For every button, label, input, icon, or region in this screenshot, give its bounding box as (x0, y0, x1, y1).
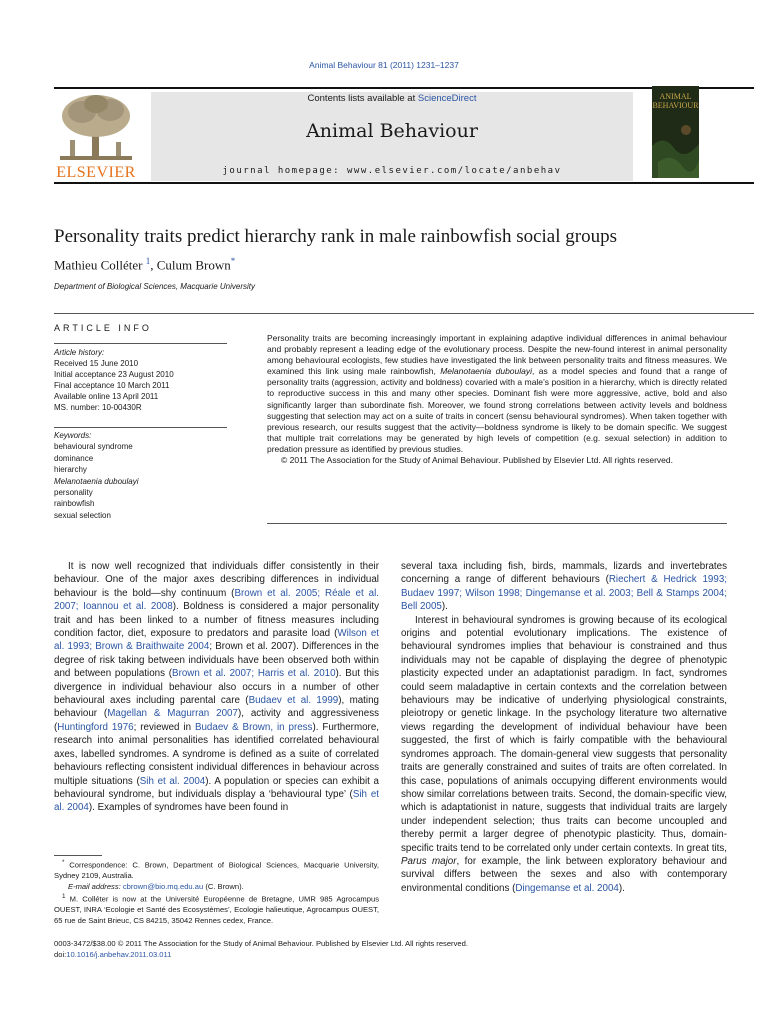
citation-link[interactable]: Riechert & Hedrick 1993; Budaev 1997; Wilson 1998; Dingemanse et al. 2003; Bell & Stamps 2004; Bell 2005 (401, 574, 727, 613)
article-info-rule (54, 313, 754, 314)
author-brown-footnote-mark[interactable]: * (230, 256, 236, 266)
history-received: Received 15 June 2010 (54, 359, 139, 368)
footnotes (54, 858, 379, 926)
keywords-list (54, 430, 234, 521)
keyword-item: hierarchy (54, 465, 87, 475)
keyword-item: personality (54, 488, 93, 498)
doi-line (54, 949, 754, 960)
footnote-text: Correspondence: C. Brown, Department of Biological Sciences, Macquarie University, Sydney 2109, Australia. (54, 860, 379, 881)
footnote-current-address (54, 892, 379, 926)
article-info-underline (54, 343, 227, 344)
intro-paragraph-1-cont (401, 560, 727, 614)
keywords-label: Keywords: (54, 431, 92, 440)
footnote-text: M. Colléter is now at the Université Européenne de Bretagne, UMR 985 Agrocampus OUEST, INRA ‘Ecologie et Santé des Ecosystèmes’, Ecologie halieutique, Agrocampus OUEST, 65 rue de Saint Brieuc, CS 84215, 35042 Rennes cedex, France. (54, 894, 379, 925)
abstract-species: Melanotaenia duboulayi (440, 366, 533, 377)
citation-link[interactable]: Magellan & Magurran 2007 (107, 708, 238, 720)
history-ms-number: MS. number: 10-00430R (54, 403, 142, 412)
abstract (267, 333, 727, 466)
footnote-mark-star: * (62, 859, 65, 866)
author-colleter-footnote-mark[interactable]: 1 (145, 256, 151, 266)
keyword-item: behavioural syndrome (54, 442, 133, 452)
citation-link[interactable]: Budaev et al. 1999 (248, 695, 339, 707)
abstract-text-2: , as a model species and found that a range of personality traits (aggression, activity and boldness) covaried with a male’s position in a hierarchy, which is directly related to reproductive success in this and many other species. Dominant fish were more aggressive, active, bold and also significantly larger than subordinate fish. Moreover, we found strong correlations between activity levels and boldness suggesting that selection may act on a suite of traits in concert (sensu behavioural syndromes). When taken together with previous research, our results suggest that the activity—boldness syndrome is likely to be domain specific. We suggest that multiple trait correlations may be generated by high levels of competition (e.g. sexual selection) in addition to predation pressure as identified by previous studies. (267, 366, 728, 454)
cover-title-line-2: BEHAVIOUR (652, 101, 699, 110)
doi-link[interactable]: 10.1016/j.anbehav.2011.03.011 (66, 950, 172, 959)
keyword-item: rainbowfish (54, 499, 95, 509)
body-text: several taxa including fish, birds, mammals, lizards and invertebrates concerning a range of different behaviours ( (401, 561, 727, 586)
journal-title: Animal Behaviour (306, 120, 478, 142)
body-text: Interest in behavioural syndromes is growing because of its ecological origins and potential evolutionary implications. The existence of behavioural syndromes implies that behaviour is constrained and thus individuals may not be capable of displaying the degree of phenotypic plasticity expected under an adaptationist paradigm. In fact, syndromes could seem maladaptive in certain contexts and the correlation between behaviours may be indicative of underlying physiological constraints, pleiotropy or genetic linkage. In the psychology literature two alternative views regarding the development of individual behaviour have been suggested, the first of which is fairly compatible with the behavioural syndromes approach. The domain-general view suggests that personality traits are generally constrained and suites of traits are often correlated. In this case, populations of animals occupying different environments would show similar correlations between traits. Second, the domain-specific view, which is adaptationist in nature, suggests that individual traits are largely under independent selection; thus traits can become uncoupled and thereby permit a larger degree of phenotypic plasticity. Thus, domain-specific traits tend to be correlated only under certain contexts. In great tits, (401, 614, 727, 854)
citation-link[interactable]: Wilson et al. 1993; Brown & Braithwaite 2004 (54, 628, 379, 653)
species-name: Parus major (401, 855, 457, 867)
footnote-mark-1: 1 (62, 893, 66, 901)
keyword-item: dominance (54, 453, 94, 463)
email-label: E-mail address: (68, 881, 123, 891)
contents-prefix: Contents lists available at (307, 93, 418, 104)
affiliation: Department of Biological Sciences, Macquarie University (54, 282, 255, 291)
body-right-column (401, 560, 727, 895)
sciencedirect-link[interactable]: ScienceDirect (417, 93, 477, 104)
body-text: ), activity and aggressiveness ( (54, 708, 379, 733)
history-initial-acceptance: Initial acceptance 23 August 2010 (54, 370, 174, 379)
elsevier-wordmark: ELSEVIER (56, 164, 136, 181)
keywords-rule (54, 427, 227, 428)
citation-link[interactable]: Brown et al. 2005; Réale et al. 2007; Ioannou et al. 2008 (54, 587, 379, 613)
body-text: ; Brown et al. 2007). Differences in the degree of risk taking between individuals have been observed both within and between populations ( (54, 641, 379, 680)
footnote-email (54, 882, 379, 893)
issn-copyright: 0003-3472/$38.00 © 2011 The Association for the Study of Animal Behaviour. Published by Elsevier Ltd. All rights reserved. (54, 939, 468, 948)
page-footer (54, 938, 754, 960)
body-text: ). (618, 882, 625, 894)
abstract-text-1: Personality traits are becoming increasingly important in explaining adaptive individual differences in animal behaviour and probably represent a leading edge of the evolutionary process. Despite the new-found interest in animal personality among behavioural ecologists, few studies have investigated the link between personality traits and fitness measures. We examined this link using male rainbowfish, (267, 333, 727, 377)
citation-link[interactable]: Dingemanse et al. 2004 (515, 882, 619, 894)
body-text: ). A population or species can exhibit a behavioural syndrome, but individuals display a ‘behavioural type’ ( (54, 775, 380, 800)
journal-homepage[interactable]: journal homepage: www.elsevier.com/locate/anbehav (222, 166, 562, 176)
footnote-rule (54, 855, 102, 856)
history-final-acceptance: Final acceptance 10 March 2011 (54, 381, 170, 390)
citation-link[interactable]: Sih et al. 2004 (54, 788, 379, 814)
author-separator: , (150, 257, 157, 273)
citation-link[interactable]: Budaev & Brown, in press (194, 721, 313, 733)
body-left-column (54, 560, 379, 815)
author-brown: Culum Brown (156, 257, 231, 273)
author-colleter: Mathieu Colléter (54, 257, 143, 273)
doi-label: doi: (54, 950, 67, 959)
article-history (54, 347, 234, 413)
abstract-rule (267, 523, 727, 524)
header-bottom-rule (54, 182, 754, 184)
body-text: ), mating behaviour ( (54, 695, 379, 720)
journal-citation[interactable]: Animal Behaviour 81 (2011) 1231–1237 (309, 60, 459, 70)
article-info-heading: ARTICLE INFO (54, 323, 152, 333)
intro-paragraph-1 (54, 560, 379, 815)
contents-line (151, 93, 633, 104)
intro-paragraph-2 (401, 614, 727, 896)
body-text: , for example, the link between exploratory behaviour and survival differs between the sexes and also with contemporary environmental conditions ( (401, 855, 727, 894)
body-text: ). But this divergence in individual behaviour also occurs in a number of other behavioural axes including parental care ( (54, 668, 379, 707)
body-text: ). Boldness is considered a major personality trait and has been linked to a number of fitness measures including condition factor, diet, exposure to predators and parasite load ( (54, 601, 379, 640)
keyword-item: Melanotaenia duboulayi (54, 476, 139, 486)
header-top-rule (54, 87, 754, 89)
body-text: ). Furthermore, research into animal personalities has identified correlated behavioural axes, labelled syndromes. A syndrome is defined as a suite of correlated behaviours reflecting consistent individual differences in behaviour across multiple situations ( (54, 721, 379, 787)
citation-link[interactable]: Brown et al. 2007; Harris et al. 2010 (172, 668, 336, 680)
history-available-online: Available online 13 April 2011 (54, 392, 159, 401)
body-text: ). Examples of syndromes have been found in (88, 802, 289, 814)
abstract-copyright: © 2011 The Association for the Study of Animal Behaviour. Published by Elsevier Ltd. All rights reserved. (281, 455, 673, 466)
email-link[interactable]: cbrown@bio.mq.edu.au (122, 881, 204, 891)
paper-title: Personality traits predict hierarchy rank in male rainbowfish social groups (54, 226, 617, 247)
cover-title (652, 92, 699, 110)
body-text: ; reviewed in (133, 721, 195, 733)
body-text: It is now well recognized that individuals differ consistently in their behaviour. One of the major axes describing differences in individual behaviour is the bold—shy continuum ( (54, 561, 379, 599)
footnote-correspondence (54, 858, 379, 882)
citation-link[interactable]: Huntingford 1976 (57, 721, 134, 733)
body-text: ). (441, 601, 448, 613)
cover-title-line-1: ANIMAL (659, 92, 692, 101)
citation-link[interactable]: Sih et al. 2004 (139, 775, 206, 787)
history-label: Article history: (54, 348, 105, 357)
author-list (54, 256, 235, 273)
email-suffix: (C. Brown). (203, 881, 244, 891)
keyword-item: sexual selection (54, 510, 111, 520)
